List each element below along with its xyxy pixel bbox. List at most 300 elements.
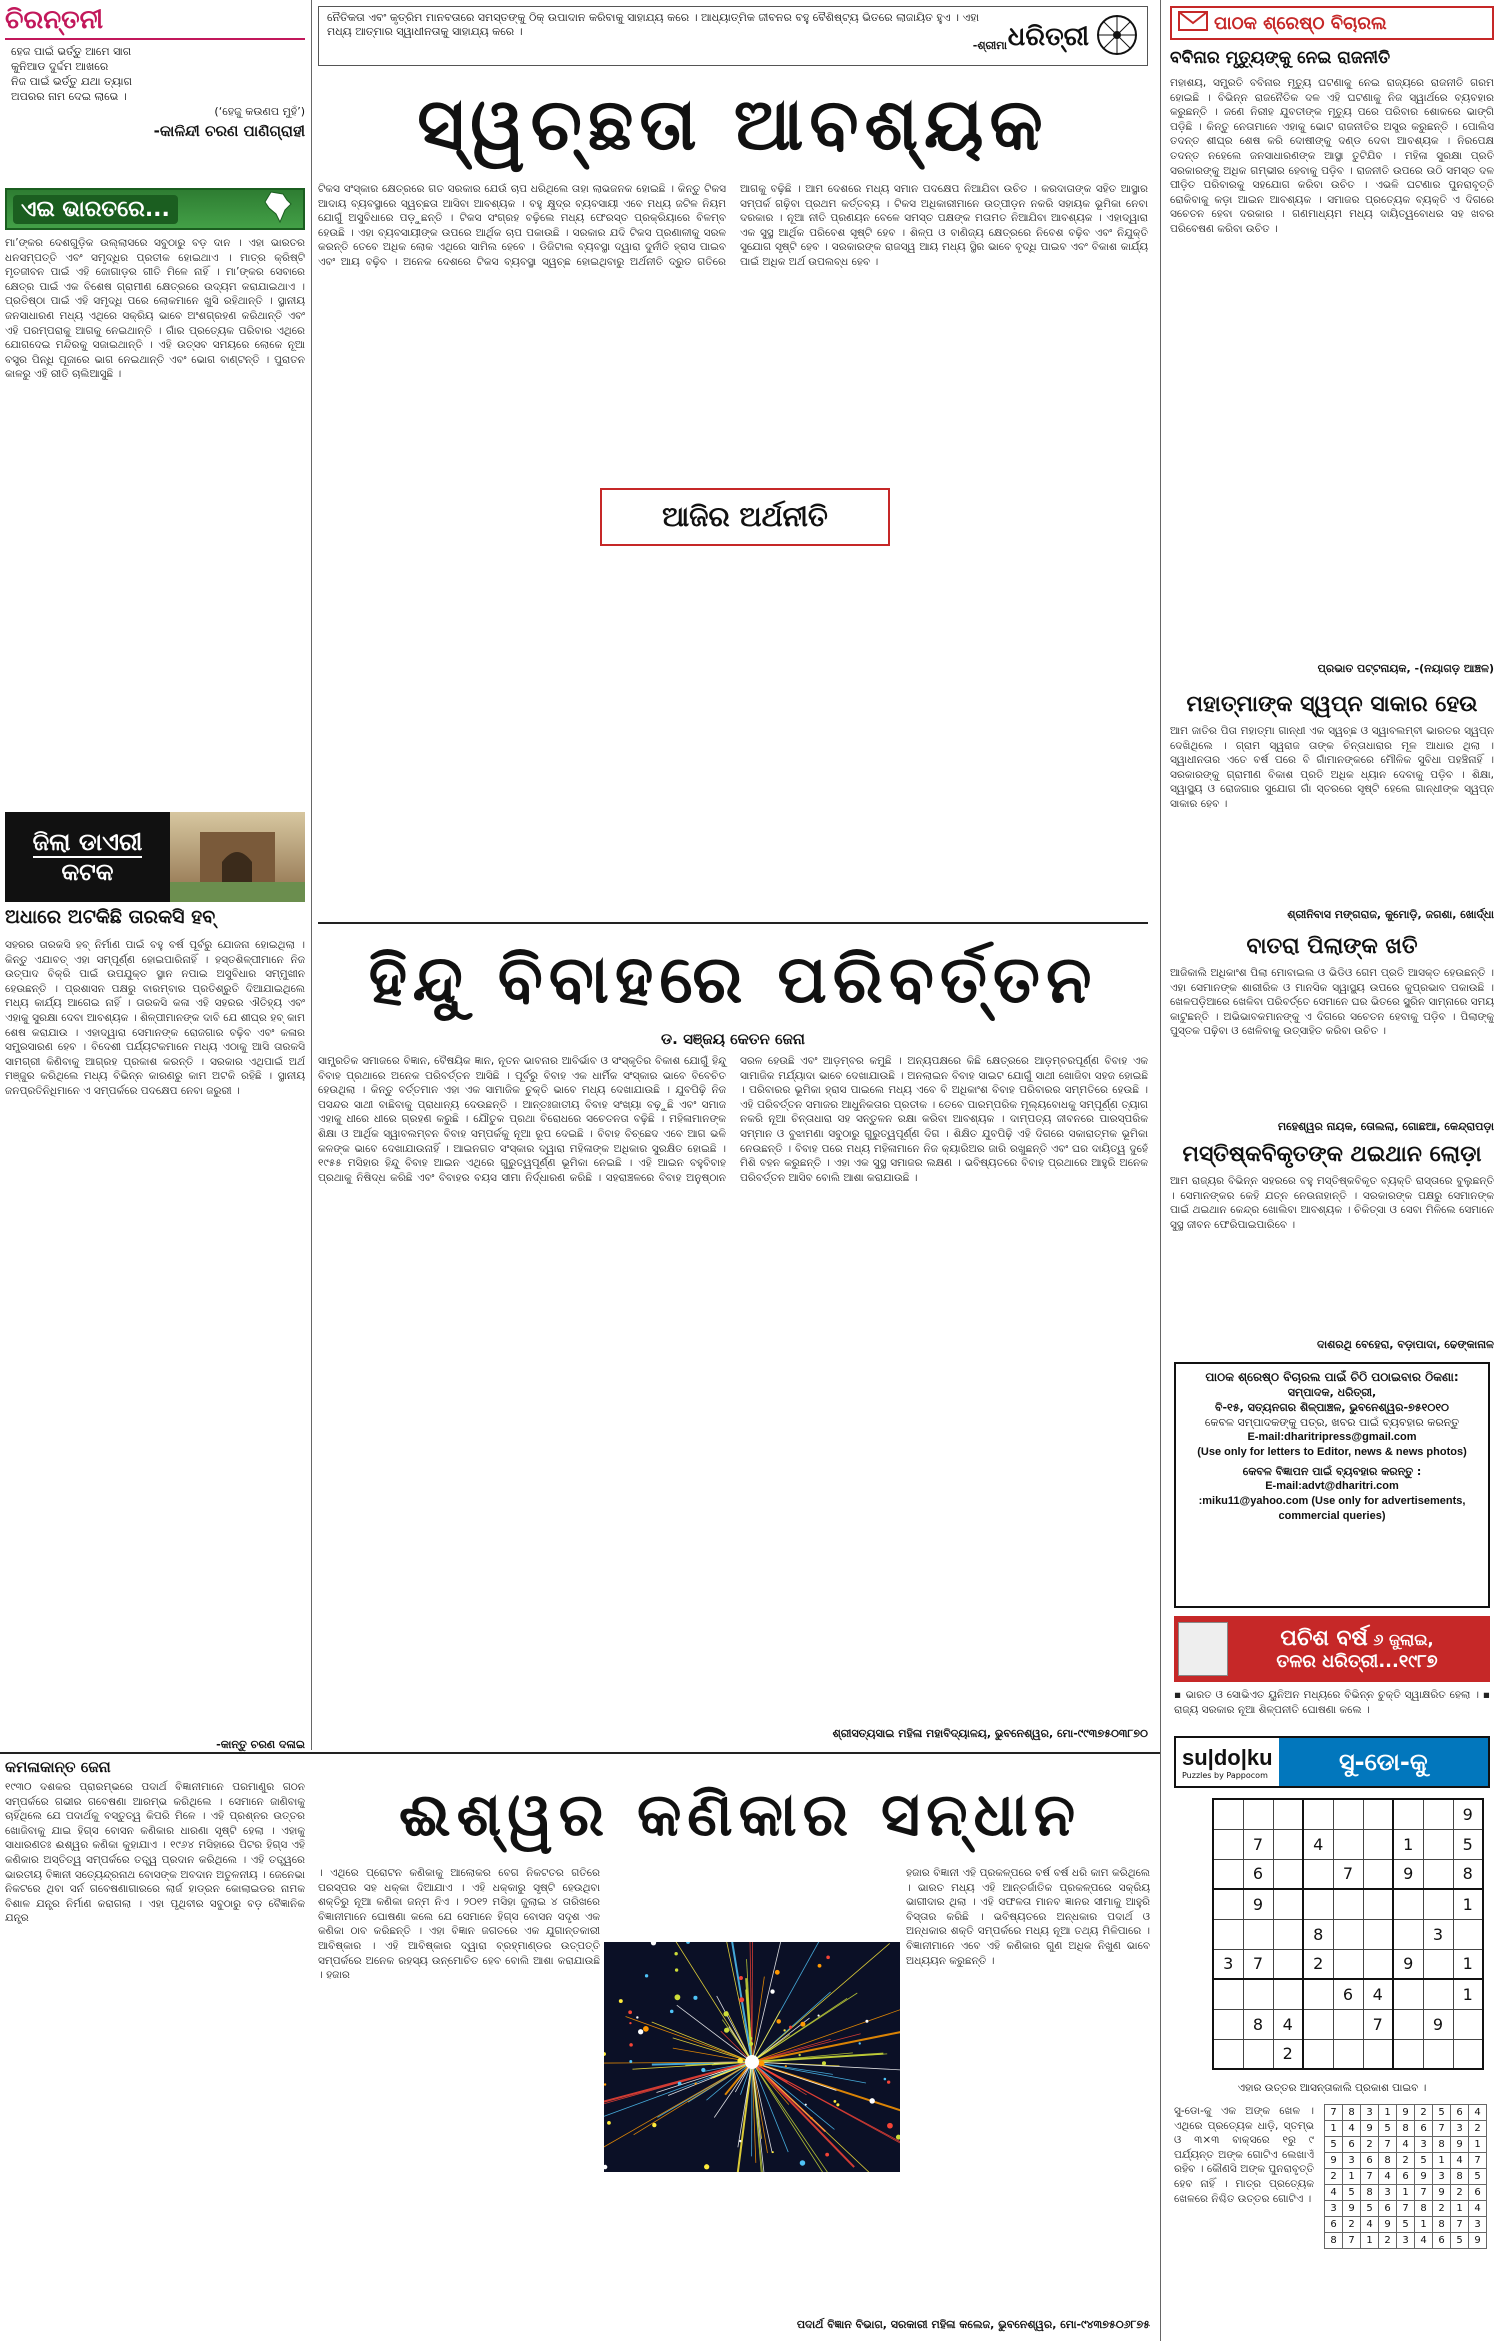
reader-header-title: ପାଠକ ଶ୍ରେଷ୍ଠ ବିଚାରଲ [1214,12,1387,34]
sudoku-cell[interactable] [1273,1919,1303,1949]
solution-cell: 6 [1415,2121,1433,2137]
editor-email[interactable]: E-mail:dharitripress@gmail.com [1247,1431,1417,1443]
solution-cell: 2 [1343,2217,1361,2233]
particle-dot [887,2123,893,2129]
swachhata-headline: ସ୍ୱଚ୍ଛତା ଆବଶ୍ୟକ [417,82,1049,166]
reader-header [1170,6,1494,40]
solution-cell: 1 [1451,2201,1469,2217]
solution-cell: 6 [1451,2105,1469,2121]
letter-2-title: ମହାତ୍ମାଙ୍କ ସ୍ୱପ୍ନ ସାକାର ହେଉ [1186,692,1478,717]
sudoku-cell[interactable] [1303,2039,1333,2069]
letter-2-author: ଶ୍ରୀନିବାସ ମଙ୍ଗରାଜ, କୁମୋଡ଼ି, ଜଗଶା, ଖୋର୍ଦ୍ଧା [1287,908,1494,921]
solution-cell: 1 [1379,2105,1397,2121]
solution-cell: 4 [1469,2201,1487,2217]
solution-cell: 2 [1361,2137,1379,2153]
particle-dot [628,2010,632,2014]
jila-diary-banner [5,812,305,902]
particle-dot [629,2022,631,2024]
chiratani-line: ହେଜ ପାଇଁ ଭର୍ତ୍ତୁ ଆମେ ସାଗ [11,45,132,58]
letter-1-body: ମହାଶୟ, ସମ୍ପ୍ରତି ବବିନାର ମୃତ୍ୟୁ ଘଟଣାକୁ ନେଇ ରାଜ୍ୟରେ ରାଜନୀତି ଗରମ ହୋଇଛି । ବିଭିନ୍ନ ରାଜନୈତିକ ଦଳ ଏହି ଘଟଣାକୁ ନିଜ ସ୍ୱାର୍ଥରେ ବ୍ୟବହାର କରୁଛନ୍ତି । ଜଣେ ନିରୀହ ଯୁବତୀଙ୍କ ମୃତ୍ୟୁ ପରେ ପରିବାର ଶୋକରେ ଭାଙ୍ଗି ପଡ଼ିଛି । କିନ୍ତୁ ନେତାମାନେ ଏହାକୁ ଭୋଟ ରାଜନୀତିର ଅସ୍ତ୍ର କରୁଛନ୍ତି । ପୋଲିସ ତଦନ୍ତ ଶୀଘ୍ର ଶେଷ କରି ଦୋଷୀଙ୍କୁ ଦଣ୍ଡ ଦେବା ଆବଶ୍ୟକ । ନିରପେକ୍ଷ ତଦନ୍ତ ନହେଲେ ଜନସାଧାରଣଙ୍କ ଆସ୍ଥା ତୁଟିଯିବ । ମହିଳା ସୁରକ୍ଷା ପ୍ରତି ସରକାରଙ୍କୁ ଅଧିକ ଗମ୍ଭୀର ହେବାକୁ ପଡ଼ିବ । ରାଜନୀତି ଉପରେ ଉଠି ସମସ୍ତ ଦଳ ପୀଡ଼ିତ ପରିବାରକୁ ସହଯୋଗ କରିବା ଉଚିତ । ଏଭଳି ଘଟଣାର ପୁନରାବୃତ୍ତି ରୋକିବାକୁ କଡ଼ା ଆଇନ ଆବଶ୍ୟକ । ସମାଜର ପ୍ରତ୍ୟେକ ବ୍ୟକ୍ତି ଏ ଦିଗରେ ସଚେତନ ହେବା ଦରକାର । ଗଣମାଧ୍ୟମ ମଧ୍ୟ ଦାୟିତ୍ୱବୋଧର ସହ ଖବର ପରିବେଷଣ କରିବା ଉଚିତ । [1170,77,1494,235]
jila-diary-body: ସହରର ତାରକସି ହବ୍ ନିର୍ମାଣ ପାଇଁ ବହୁ ବର୍ଷ ପୂର୍ବରୁ ଯୋଜନା ହୋଇଥିଲା । କିନ୍ତୁ ଏଯାବତ୍ ଏହା ସମ୍ପୂର୍ଣ୍ଣ ହୋଇପାରିନାହିଁ । ହସ୍ତଶିଳ୍ପୀମାନେ ନିଜ ଉତ୍ପାଦ ବିକ୍ରି ପାଇଁ ଉପଯୁକ୍ତ ସ୍ଥାନ ନପାଇ ଅସୁବିଧାର ସମ୍ମୁଖୀନ ହେଉଛନ୍ତି । ପ୍ରଶାସନ ପକ୍ଷରୁ ବାରମ୍ବାର ପ୍ରତିଶ୍ରୁତି ଦିଆଯାଇଥିଲେ ମଧ୍ୟ କାର୍ଯ୍ୟ ଆଗେଇ ନାହିଁ । ତାରକସି କଳା ଏହି ସହରର ଐତିହ୍ୟ ଏବଂ ଏହାକୁ ସୁରକ୍ଷା ଦେବା ଆବଶ୍ୟକ । ଶିଳ୍ପୀମାନଙ୍କ ଦାବି ଯେ ଶୀଘ୍ର ହବ୍ କାମ ଶେଷ କରାଯାଉ । ଏହାଦ୍ୱାରା ସେମାନଙ୍କ ରୋଜଗାର ବଢ଼ିବ ଏବଂ କଳାର ସମ୍ପ୍ରସାରଣ ହେବ । ବିଦେଶୀ ପର୍ଯ୍ୟଟକମାନେ ମଧ୍ୟ ଏଠାକୁ ଆସି ତାରକସି ସାମଗ୍ରୀ କିଣିବାକୁ ଆଗ୍ରହ ପ୍ରକାଶ କରନ୍ତି । ସରକାର ଏଥିପାଇଁ ଅର୍ଥ ମଞ୍ଜୁର କରିଥିଲେ ମଧ୍ୟ ବିଭିନ୍ନ କାରଣରୁ କାମ ଅଟକି ରହିଛି । ସ୍ଥାନୀୟ ଜନପ୍ରତିନିଧିମାନେ ଏ ସମ୍ପର୍କରେ ପଦକ୍ଷେପ ନେବା ଜରୁରୀ । [5,939,305,1097]
sudoku-cell[interactable] [1393,1799,1423,1829]
solution-cell: 6 [1325,2217,1343,2233]
sudoku-cell[interactable] [1273,1949,1303,1979]
ad-email[interactable]: E-mail:advt@dharitri.com [1265,1480,1399,1492]
sudoku-cell[interactable] [1423,1949,1453,1979]
sudoku-row [1213,2009,1483,2039]
sudoku-cell[interactable] [1363,1829,1393,1859]
iswara-byline: କମଳାକାନ୍ତ ଜେନା [5,1758,111,1776]
sudoku-cell[interactable] [1213,1799,1243,1829]
particle-dot [675,1994,681,2000]
sudoku-cell[interactable] [1273,1829,1303,1859]
solution-cell: 3 [1433,2169,1451,2185]
iswara-headline: ଈଶ୍ୱର କଣିକାର ସନ୍ଧାନ [398,1780,1082,1850]
sudoku-cell[interactable] [1363,1859,1393,1889]
chiratani-poem [5,44,305,119]
envelope-icon [1178,11,1208,35]
sudoku-cell[interactable] [1303,1799,1333,1829]
solution-cell: 6 [1379,2201,1397,2217]
solution-cell: 6 [1397,2169,1415,2185]
solution-cell: 4 [1469,2105,1487,2121]
sudoku-row [1213,1889,1483,1919]
particle-dot [770,1989,774,1993]
solution-cell: 6 [1361,2153,1379,2169]
solution-cell: 3 [1397,2233,1415,2249]
particle-dot [638,2029,643,2034]
sudoku-cell[interactable]: 4 [1303,1829,1333,1859]
solution-cell: 9 [1433,2185,1451,2201]
particle-dot [739,1997,744,2002]
sudoku-cell[interactable] [1423,1859,1453,1889]
sudoku-cell[interactable] [1423,1799,1453,1829]
ei-bharatare-banner [5,188,305,230]
solution-cell: 1 [1325,2121,1343,2137]
solution-cell: 7 [1451,2217,1469,2233]
contact-title: ପାଠକ ଶ୍ରେଷ୍ଠ ବିଚାରଲ ପାଇଁ ଚିଠି ପଠାଇବାର ଠିକଣା: [1205,1370,1459,1384]
chiratani-line: ନିଜ ପାଇଁ ଭର୍ତ୍ତୁ ଯଥା ତ୍ୟାଗ [11,75,132,88]
solution-cell: 4 [1325,2185,1343,2201]
sudoku-cell[interactable]: 3 [1423,1919,1453,1949]
solution-cell: 7 [1433,2121,1451,2137]
particle-dot [789,2026,792,2029]
sudoku-cell[interactable] [1363,2039,1393,2069]
solution-cell: 5 [1451,2233,1469,2249]
contact-line-1: ସମ୍ପାଦକ, ଧରିତ୍ରୀ, [1287,1386,1377,1399]
particle-dot [604,2165,607,2169]
particle-dot [772,2151,774,2153]
particle-dot [826,1956,830,1960]
solution-cell: 2 [1469,2121,1487,2137]
sudoku-cell[interactable] [1393,2009,1423,2039]
letter-4-author: ଦାଶରଥି ବେହେରା, ବଡ଼ାପାଦା, ଢେଙ୍କାନାଳ [1317,1338,1494,1351]
particle-dot [865,2020,868,2023]
solution-cell: 9 [1415,2169,1433,2185]
particle-track [677,2005,752,2062]
sudoku-row [1325,2185,1487,2201]
hindu-bibaha-headline: ହିନ୍ଦୁ ବିବାହରେ ପରିବର୍ତ୍ତନ [368,941,1098,1018]
chiratani-author: -କାଳିନ୍ଦୀ ଚରଣ ପାଣିଗ୍ରାହୀ [153,122,305,140]
sudoku-cell[interactable]: 1 [1453,1949,1483,1979]
sudoku-cell[interactable] [1423,1889,1453,1919]
sudoku-rules: ସୁ-ଡୋ-କୁ ଏକ ଅଙ୍କ ଖେଳ । ଏଥିରେ ପ୍ରତ୍ୟେକ ଧାଡ଼ି, ସ୍ତମ୍ଭ ଓ ୩×୩ ବାକ୍ସରେ ୧ରୁ ୯ ପର୍ଯ୍ୟନ୍ତ ଅଙ୍କ ଗୋଟିଏ ଲେଖାଏଁ ରହିବ । କୌଣସି ଅଙ୍କ ପୁନରାବୃତ୍ତି ହେବ ନାହିଁ । ମାତ୍ର ପ୍ରତ୍ୟେକ ଖେଳରେ ନିଶ୍ଚିତ ଉତ୍ତର ଗୋଟିଏ । [1174,2105,1314,2205]
sudoku-row [1325,2153,1487,2169]
sudoku-cell[interactable] [1363,1799,1393,1829]
sudoku-cell[interactable] [1363,1919,1393,1949]
particle-dot [619,1999,623,2003]
solution-cell: 2 [1451,2185,1469,2201]
sudoku-cell[interactable]: 9 [1243,1889,1273,1919]
solution-cell: 3 [1343,2153,1361,2169]
particle-dot [800,2160,805,2165]
solution-cell: 3 [1415,2137,1433,2153]
sudoku-cell[interactable]: 9 [1393,1859,1423,1889]
contact-box [1174,1362,1490,1608]
solution-cell: 9 [1469,2233,1487,2249]
letter-1-title: ବବିନାର ମୃତ୍ୟୁଙ୍କୁ ନେଇ ରାଜନୀତି [1170,48,1391,68]
sudoku-cell[interactable]: 6 [1333,1979,1363,2009]
sudoku-row [1213,1919,1483,1949]
sudoku-cell[interactable] [1393,2039,1423,2069]
particle-dot [887,2080,890,2083]
sudoku-cell[interactable] [1453,2039,1483,2069]
letter-4-body: ଆମ ରାଜ୍ୟର ବିଭିନ୍ନ ସହରରେ ବହୁ ମସ୍ତିଷ୍କବିକୃତ ବ୍ୟକ୍ତି ରାସ୍ତାରେ ବୁଲୁଛନ୍ତି । ସେମାନଙ୍କର କେହି ଯତ୍ନ ନେଉନାହାନ୍ତି । ସରକାରଙ୍କ ପକ୍ଷରୁ ସେମାନଙ୍କ ପାଇଁ ଥଇଥାନ କେନ୍ଦ୍ର ଖୋଲିବା ଆବଶ୍ୟକ । ଚିକିତ୍ସା ଓ ସେବା ମିଳିଲେ ସେମାନେ ସୁସ୍ଥ ଜୀବନ ଫେରିପାଇପାରିବେ । [1170,1175,1494,1231]
sudoku-row [1213,1979,1483,2009]
sudoku-cell[interactable] [1213,1859,1243,1889]
solution-cell: 5 [1361,2201,1379,2217]
india-map-icon [261,190,295,228]
sudoku-cell[interactable] [1423,1979,1453,2009]
solution-cell: 2 [1325,2169,1343,2185]
sudoku-cell[interactable]: 4 [1363,1979,1393,2009]
solution-cell: 4 [1415,2233,1433,2249]
particle-dot [739,2140,741,2142]
sudoku-row [1213,1859,1483,1889]
sudoku-cell[interactable]: 1 [1453,1889,1483,1919]
sudoku-cell[interactable] [1243,1799,1273,1829]
sudoku-cell[interactable] [1213,1919,1243,1949]
pachisa-body: ▪ ଭାରତ ଓ ସୋଭିଏତ ୟୁନିଅନ ମଧ୍ୟରେ ବିଭିନ୍ନ ଚୁକ୍ତି ସ୍ୱାକ୍ଷରିତ ହେଲା । ▪ ରାଜ୍ୟ ସରକାର ନୂଆ ଶିଳ୍ପନୀତି ଘୋଷଣା କଲେ । [1174,1689,1490,1716]
particle-dot [695,2082,697,2084]
solution-cell: 2 [1433,2201,1451,2217]
pachisa-line1: ପଚିଶ ବର୍ଷ [1280,1626,1368,1651]
ei-bharatare-title: ଏଇ ଭାରତରେ... [13,195,178,224]
letter-3-author: ମହେଶ୍ୱର ନାୟକ, ତୋଲଲା, ଗୋଛଆ, କେନ୍ଦ୍ରାପଡ଼ା [1277,1120,1494,1133]
sudoku-cell[interactable] [1303,1979,1333,2009]
sudoku-cell[interactable] [1333,2039,1363,2069]
chiratani-title: ଚିରନ୍ତନୀ [5,5,305,40]
sudoku-row [1325,2233,1487,2249]
dharitri-logo [1008,13,1139,61]
hindu-bibaha-byline: ଡ. ସଞ୍ଜୟ କେତନ ଜେନା [661,1030,805,1048]
ad-note: କେବଳ ବିଜ୍ଞାପନ ପାଇଁ ବ୍ୟବହାର କରନ୍ତୁ : [1242,1465,1422,1478]
solution-cell: 4 [1361,2217,1379,2233]
particle-dot [651,1942,656,1945]
letter-3-title: ବାତରା ପିଲାଙ୍କ ଖତି [1246,934,1418,959]
sudoku-cell[interactable] [1303,1889,1333,1919]
solution-cell: 7 [1469,2153,1487,2169]
sudoku-cell[interactable] [1333,1919,1363,1949]
pachisa-banner [1174,1616,1490,1682]
solution-cell: 8 [1325,2233,1343,2249]
sudoku-cell[interactable] [1303,1859,1333,1889]
solution-cell: 5 [1397,2217,1415,2233]
particle-dot [818,1964,822,1968]
particle-dot [643,2026,649,2032]
particle-dot [776,2019,781,2024]
chiratani-line: ଅପରର ନାମ ଦେଇ ଲାଭେ । [11,90,127,103]
sudoku-cell[interactable] [1423,1829,1453,1859]
sudoku-logo: su|do|ku [1182,1744,1273,1770]
sudoku-odia-title: ସୁ-ଡୋ-କୁ [1279,1738,1488,1786]
sudoku-cell[interactable] [1273,1889,1303,1919]
sudoku-cell[interactable]: 8 [1243,2009,1273,2039]
quote-box [318,6,1148,66]
solution-cell: 4 [1397,2137,1415,2153]
particle-dot [675,1968,678,1971]
solution-cell: 5 [1415,2153,1433,2169]
sudoku-cell[interactable]: 9 [1423,2009,1453,2039]
particle-collision-image [604,1942,900,2172]
sudoku-cell[interactable] [1333,1949,1363,1979]
particle-dot [884,2078,887,2081]
solution-cell: 2 [1415,2105,1433,2121]
jila-diary-place: କଟକ [61,858,114,886]
solution-cell: 8 [1433,2217,1451,2233]
solution-cell: 3 [1379,2185,1397,2201]
particle-dot [629,2060,632,2063]
particle-track [752,2062,879,2172]
solution-cell: 2 [1379,2233,1397,2249]
sudoku-cell[interactable]: 1 [1453,1979,1483,2009]
chiratani-line: କୁନିଆଡ ଦୁର୍ଦ୍ଦମ ଆଖରେ [11,60,109,73]
sudoku-cell[interactable] [1273,1859,1303,1889]
solution-cell: 7 [1415,2185,1433,2201]
letter-1-author: ପ୍ରଭାତ ପଟ୍ଟନାୟକ, -(ନୟାଗଡ଼ ଆଞ୍ଚଳ) [1317,662,1494,675]
pachisa-line2: ତଳର ଧରିତ୍ରୀ...୧୯୮୭ [1276,1651,1438,1672]
particle-dot [739,1976,743,1980]
solution-cell: 5 [1325,2137,1343,2153]
particle-dot [724,2028,729,2033]
solution-cell: 4 [1343,2121,1361,2137]
jila-diary-title: ଜିଲା ଡାଏରୀ [32,828,143,856]
sudoku-cell[interactable] [1333,1829,1363,1859]
sudoku-cell[interactable] [1243,1919,1273,1949]
sudoku-cell[interactable]: 1 [1393,1829,1423,1859]
sudoku-row [1325,2201,1487,2217]
sudoku-cell[interactable] [1333,1889,1363,1919]
particle-dot [859,2042,861,2044]
sudoku-cell[interactable]: 7 [1333,1859,1363,1889]
sudoku-cell[interactable] [1363,1949,1393,1979]
particle-dot [693,1996,697,2000]
sudoku-cell[interactable]: 6 [1243,1859,1273,1889]
sudoku-row [1213,1799,1483,1829]
editor-email-note: (Use only for letters to Editor, news & news photos) [1197,1446,1467,1458]
contact-line-3: କେବଳ ସମ୍ପାଦକଙ୍କୁ ପତ୍ର, ଖବର ପାଇଁ ବ୍ୟବହାର କରନ୍ତୁ [1204,1416,1460,1429]
sudoku-cell[interactable] [1333,2009,1363,2039]
quote-text: ନୈତିକତା ଏବଂ କୃତ୍ରିମ ମାନବତାରେ ସମସ୍ତଙ୍କୁ ଠିକ୍ ଉପାଦାନ କରିବାକୁ ସାହାଯ୍ୟ କରେ । ଆଧ୍ୟାତ୍ମିକ ଜୀବନର ବହୁ ବୈଶିଷ୍ଟ୍ୟ ଭିତରେ ଲାଜାୟିତ ହୁଏ । ଏହା ମଧ୍ୟ ଆତ୍ମାର ସ୍ୱାଧୀନତାକୁ ସାହାଯ୍ୟ କରେ । [327,11,980,38]
solution-cell: 7 [1397,2201,1415,2217]
sudoku-cell[interactable]: 5 [1453,1829,1483,1859]
solution-cell: 4 [1451,2153,1469,2169]
particle-dot [678,2082,682,2086]
sudoku-cell[interactable] [1213,1829,1243,1859]
sudoku-cell[interactable]: 8 [1303,1919,1333,1949]
particle-dot [636,2016,638,2018]
solution-cell: 8 [1397,2121,1415,2137]
iswara-col-3: ହଜାର ବିଜ୍ଞାନୀ ଏହି ପ୍ରକଳ୍ପରେ ବର୍ଷ ବର୍ଷ ଧରି କାମ କରିଥିଲେ । ଭାରତ ମଧ୍ୟ ଏହି ଆନ୍ତର୍ଜାତିକ ପ୍ରକଳ୍ପରେ ସକ୍ରିୟ ଭାଗୀଦାର ଥିଲା । ଏହି ସଫଳତା ମାନବ ଜ୍ଞାନର ସୀମାକୁ ଆହୁରି ବିସ୍ତାର କରିଛି । ଭବିଷ୍ୟତରେ ଅନ୍ଧକାର ପଦାର୍ଥ ଓ ଅନ୍ଧକାର ଶକ୍ତି ସମ୍ପର୍କରେ ମଧ୍ୟ ନୂଆ ତଥ୍ୟ ମିଳିପାରେ । ବିଜ୍ଞାନୀମାନେ ଏବେ ଏହି କଣିକାର ଗୁଣ ଅଧିକ ନିଖୁଣ ଭାବେ ଅଧ୍ୟୟନ କରୁଛନ୍ତି । [906,1867,1150,1967]
solution-cell: 3 [1361,2105,1379,2121]
sudoku-cell[interactable]: 8 [1453,1859,1483,1889]
chiratani-line: (‘ହେଜୁ କଉଣପ ମୁହଁ’) [214,105,305,118]
sudoku-cell[interactable]: 7 [1363,2009,1393,2039]
sudoku-cell[interactable] [1243,2039,1273,2069]
solution-cell: 2 [1397,2153,1415,2169]
sudoku-cell[interactable]: 7 [1243,1949,1273,1979]
solution-cell: 6 [1433,2233,1451,2249]
solution-cell: 8 [1379,2153,1397,2169]
particle-dot [652,2123,656,2127]
sudoku-cell[interactable] [1453,2009,1483,2039]
solution-cell: 8 [1433,2137,1451,2153]
iswara-author: ପଦାର୍ଥ ବିଜ୍ଞାନ ବିଭାଗ, ସରକାରୀ ମହିଳା କଲେଜ, ଭୁବନେଶ୍ୱର, ମୋ-୯୪୩୭୫୦୬୮୭୫ [796,2318,1150,2331]
sudoku-solution [1324,2104,1487,2249]
collision-core [745,2055,759,2069]
solution-cell: 9 [1325,2153,1343,2169]
sudoku-cell[interactable] [1273,1979,1303,2009]
particle-dot [810,2117,812,2119]
solution-cell: 3 [1325,2201,1343,2217]
dharitri-logo-text: ଧରିତ୍ରୀ [1007,21,1089,52]
ad-email-b[interactable]: :miku11@yahoo.com (Use only for advertisements, commercial queries) [1198,1495,1466,1522]
solution-cell: 9 [1397,2105,1415,2121]
particle-dot [805,2104,807,2106]
particle-dot [701,2068,705,2072]
section-rule-1 [318,922,1148,924]
particle-dot [833,2100,836,2103]
sudoku-cell[interactable]: 2 [1303,1949,1333,1979]
solution-cell: 1 [1361,2233,1379,2249]
particle-dot [704,2164,709,2169]
sudoku-cell[interactable] [1393,1889,1423,1919]
particle-dot [818,2015,820,2017]
pachisa-date: ୬ ଜୁଲାଇ, [1373,1630,1434,1649]
col-divider-1 [311,0,312,1750]
sudoku-cell[interactable] [1393,1919,1423,1949]
sudoku-row [1325,2121,1487,2137]
solution-cell: 6 [1469,2185,1487,2201]
particle-dot [604,2052,606,2056]
particle-dot [604,2083,606,2085]
sudoku-cell[interactable] [1333,1799,1363,1829]
particle-dot [629,2043,633,2047]
sudoku-cell[interactable]: 2 [1273,2039,1303,2069]
pachisa-text [1228,1626,1486,1672]
sudoku-cell[interactable] [1213,2009,1243,2039]
sudoku-cell[interactable] [1213,2039,1243,2069]
particle-dot [825,2153,829,2157]
sudoku-cell[interactable]: 7 [1243,1829,1273,1859]
jila-diary-author: -କାନ୍ତୁ ଚରଣ ଦଳାଇ [216,1738,305,1751]
solution-cell: 5 [1469,2169,1487,2185]
sudoku-cell[interactable]: 9 [1393,1949,1423,1979]
solution-cell: 9 [1361,2121,1379,2137]
hindu-bibaha-author: ଶ୍ରୀସତ୍ୟସାଇ ମହିଳା ମହାବିଦ୍ୟାଳୟ, ଭୁବନେଶ୍ୱର, ମୋ-୯୯୩୭୫୦୩୮୭୦ [832,1727,1148,1740]
sudoku-header [1174,1736,1490,1788]
sudoku-solution-grid [1324,2104,1487,2249]
particle-dot [800,2022,805,2027]
particle-track [652,2022,752,2062]
particle-dot [785,2065,787,2067]
solution-cell: 8 [1343,2105,1361,2121]
particle-track [752,2011,780,2062]
swachhata-body: ଟିକସ ସଂସ୍କାର କ୍ଷେତ୍ରରେ ଗତ ସରକାର ଯେଉଁ ଚାପ ଧରିଥିଲେ ତାହା ଲାଭଜନକ ହୋଇଛି । କିନ୍ତୁ ଟିକସ ଆଦାୟ ବ୍ୟବସ୍ଥାରେ ସ୍ୱଚ୍ଛତା ଆସିବା ଆବଶ୍ୟକ । ବହୁ କ୍ଷୁଦ୍ର ବ୍ୟବସାୟୀ ଏବେ ମଧ୍ୟ ଜଟିଳ ନିୟମ ଯୋଗୁଁ ଅସୁବିଧାରେ ପଡ଼ୁଛନ୍ତି । ଟିକସ ସଂଗ୍ରହ ବଢ଼ିଲେ ମଧ୍ୟ ଫେରସ୍ତ ପ୍ରକ୍ରିୟାରେ ବିଳମ୍ବ ହେଉଛି । ଏହା ବ୍ୟବସାୟୀଙ୍କ ଉପରେ ଆର୍ଥିକ ଚାପ ପକାଉଛି । ସରକାର ଯଦି ଟିକସ ପ୍ରଣାଳୀକୁ ସରଳ କରନ୍ତି ତେବେ ଅଧିକ ଲୋକ ଏଥିରେ ସାମିଲ ହେବେ । ଡିଜିଟାଲ ବ୍ୟବସ୍ଥା ଦ୍ୱାରା ଦୁର୍ନୀତି ହ୍ରାସ ପାଇବ ଏବଂ ଆୟ ବଢ଼ିବ । ଅନେକ ଦେଶରେ ଟିକସ ବ୍ୟବସ୍ଥା ସ୍ୱଚ୍ଛ ହୋଇଥିବାରୁ ଅର୍ଥନୀତି ଦ୍ରୁତ ଗତିରେ ଆଗକୁ ବଢ଼ିଛି । ଆମ ଦେଶରେ ମଧ୍ୟ ସମାନ ପଦକ୍ଷେପ ନିଆଯିବା ଉଚିତ । କରଦାତାଙ୍କ ସହିତ ଆସ୍ଥାର ସମ୍ପର୍କ ଗଢ଼ିବା ପ୍ରଥମ କର୍ତ୍ତବ୍ୟ । ଟିକସ ଅଧିକାରୀମାନେ ଉତ୍ପୀଡ଼ନ ନକରି ସହାୟକ ଭୂମିକା ନେବା ଦରକାର । ନୂଆ ନୀତି ପ୍ରଣୟନ ବେଳେ ସମସ୍ତ ପକ୍ଷଙ୍କ ମତାମତ ନିଆଯିବା ଆବଶ୍ୟକ । ଏହାଦ୍ୱାରା ଏକ ସୁସ୍ଥ ଆର୍ଥିକ ପରିବେଶ ସୃଷ୍ଟି ହେବ । ଶିଳ୍ପ ଓ ବାଣିଜ୍ୟ କ୍ଷେତ୍ରରେ ନିବେଶ ବଢ଼ିବ ଏବଂ ନିଯୁକ୍ତି ସୁଯୋଗ ସୃଷ୍ଟି ହେବ । ସରକାରଙ୍କ ରାଜସ୍ୱ ଆୟ ମଧ୍ୟ ସ୍ଥିର ଭାବେ ବୃଦ୍ଧି ପାଇବ ଏବଂ ବିକାଶ କାର୍ଯ୍ୟ ପାଇଁ ଅଧିକ ଅର୍ଥ ଉପଲବ୍ଧ ହେବ । [318,183,1148,268]
particle-track [634,2062,752,2135]
particle-dot [896,2135,900,2140]
sudoku-cell[interactable]: 4 [1273,2009,1303,2039]
solution-cell: 5 [1343,2185,1361,2201]
sudoku-credit: Puzzles by Pappocom [1182,1770,1268,1780]
particle-dot [674,1952,677,1955]
sudoku-cell[interactable]: 3 [1213,1949,1243,1979]
solution-cell: 1 [1433,2153,1451,2169]
sudoku-cell[interactable] [1393,1979,1423,2009]
jila-diary-headline: ଅଧାରେ ଅଟକିଛି ତାରକସି ହବ୍ [5,906,216,928]
sudoku-cell[interactable] [1303,2009,1333,2039]
sudoku-cell[interactable] [1453,1919,1483,1949]
solution-cell: 1 [1469,2137,1487,2153]
sudoku-cell[interactable] [1273,1799,1303,1829]
particle-dot [645,1974,648,1977]
sudoku-cell[interactable] [1213,1889,1243,1919]
solution-cell: 3 [1451,2121,1469,2137]
sudoku-puzzle [1212,1798,1484,2070]
sudoku-cell[interactable]: 9 [1453,1799,1483,1829]
solution-cell: 8 [1361,2185,1379,2201]
particle-dot [775,1970,780,1975]
particle-dot [723,2011,728,2016]
particle-track [752,2062,900,2118]
sudoku-row [1325,2169,1487,2185]
sudoku-grid[interactable] [1212,1798,1484,2070]
sudoku-cell[interactable] [1213,1979,1243,2009]
particle-dot [869,2098,874,2103]
sudoku-row [1325,2105,1487,2121]
iswara-col-1: ୧୯୩୦ ଦଶକର ପ୍ରାରମ୍ଭରେ ପଦାର୍ଥ ବିଜ୍ଞାନୀମାନେ ପରମାଣୁର ଗଠନ ସମ୍ପର୍କରେ ଗଭୀର ଗବେଷଣା ଆରମ୍ଭ କରିଥିଲେ । ସେମାନେ ଜାଣିବାକୁ ଚାହିଁଥିଲେ ଯେ ପଦାର୍ଥକୁ ବସ୍ତୁତ୍ୱ କିପରି ମିଳେ । ଏହି ପ୍ରଶ୍ନର ଉତ୍ତର ଖୋଜିବାକୁ ଯାଇ ହିଗ୍ସ ବୋସନ କଣିକାର ଧାରଣା ସୃଷ୍ଟି ହେଲା । ଏହାକୁ ସାଧାରଣତଃ ଈଶ୍ୱର କଣିକା କୁହାଯାଏ । ୧୯୬୪ ମସିହାରେ ପିଟର ହିଗ୍ସ ଏହି କଣିକାର ଅସ୍ତିତ୍ୱ ସମ୍ପର୍କରେ ତତ୍ତ୍ୱ ପ୍ରଦାନ କରିଥିଲେ । ଏହି ତତ୍ତ୍ୱରେ ଭାରତୀୟ ବିଜ୍ଞାନୀ ସତ୍ୟେନ୍ଦ୍ରନାଥ ବୋସଙ୍କ ଅବଦାନ ଅତୁଳନୀୟ । ଜେନେଭା ନିକଟରେ ଥିବା ସର୍ନ ଗବେଷଣାଗାରରେ ଲାର୍ଜ ହାଡ୍ରନ କୋଲାଇଡର ନାମକ ବିଶାଳ ଯନ୍ତ୍ର ନିର୍ମାଣ କରାଗଲା । ଏହା ପୃଥିବୀର ସବୁଠାରୁ ବଡ଼ ବୈଜ୍ଞାନିକ ଯନ୍ତ୍ର [5,1781,305,1925]
sudoku-cell[interactable] [1243,1979,1273,2009]
col-divider-2 [1160,0,1161,2341]
ajira-arthaniti-label: ଆଜିର ଅର୍ଥନୀତି [662,500,828,533]
sudoku-cell[interactable] [1423,2039,1453,2069]
solution-cell: 5 [1379,2121,1397,2137]
solution-cell: 5 [1433,2105,1451,2121]
solution-cell: 7 [1325,2105,1343,2121]
particle-dot [607,2121,611,2125]
sudoku-cell[interactable] [1363,1889,1393,1919]
solution-cell: 3 [1469,2217,1487,2233]
particle-dot [822,2061,826,2065]
ei-bharatare-body: ମା’ଙ୍କର ଦେଶଗୁଡ଼ିକ ଉଲ୍ଲାସରେ ସବୁଠାରୁ ବଡ଼ ଦାନ । ଏହା ଭାରତର ଧନସମ୍ପତ୍ତି ଏବଂ ସମୃଦ୍ଧିର ପ୍ରତୀକ ହୋଇଥାଏ । ମାତ୍ର କ୍ରିଷ୍ଟି ମୃତଜୀବନ ପାଇଁ ଏହି ଜୋଗାଡ଼ର ଗୀତି ମିଳେ ନାହିଁ । ମା’ଙ୍କର ସେବାରେ କ୍ଷେତ୍ର ପାଇଁ ଏକ ବିଶେଷ ଗ୍ରାମୀଣ କ୍ଷେତ୍ରରେ ଉଦ୍ୟମ କରାଯାଇଥାଏ । ପ୍ରତିଷ୍ଠା ପାଇଁ ଏହି ସମୃଦ୍ଧି ପରେ ଲୋକମାନେ ଖୁସି ରହିଥାନ୍ତି । ସ୍ଥାନୀୟ ଜନସାଧାରଣ ମଧ୍ୟ ଏଥିରେ ସକ୍ରିୟ ଭାବେ ଅଂଶଗ୍ରହଣ କରିଥାନ୍ତି ଏବଂ ଏହି ପରମ୍ପରାକୁ ଆଗକୁ ନେଇଥାନ୍ତି । ଗାଁର ପ୍ରତ୍ୟେକ ପରିବାର ଏଥିରେ ଯୋଗଦେଇ ମନ୍ଦିରକୁ ସଜାଇଥାନ୍ତି । ଏହି ଉତ୍ସବ ସମୟରେ ଲୋକେ ନୂଆ ବସ୍ତ୍ର ପିନ୍ଧି ପୂଜାରେ ଭାଗ ନେଇଥାନ୍ତି ଏବଂ ଭୋଗ ବାଣ୍ଟନ୍ତି । ପୁରାତନ କାଳରୁ ଏହି ରୀତି ଚାଲିଆସୁଛି । [5,237,305,381]
particle-dot [737,2058,743,2064]
sudoku-row [1213,2039,1483,2069]
solution-cell: 1 [1415,2217,1433,2233]
letter-4-title: ମସ୍ତିଷ୍କବିକୃତଙ୍କ ଥଇଥାନ ଲୋଡ଼ା [1182,1142,1482,1167]
chakra-icon [1095,13,1139,61]
sudoku-logo-block [1176,1745,1279,1780]
solution-cell: 7 [1343,2233,1361,2249]
